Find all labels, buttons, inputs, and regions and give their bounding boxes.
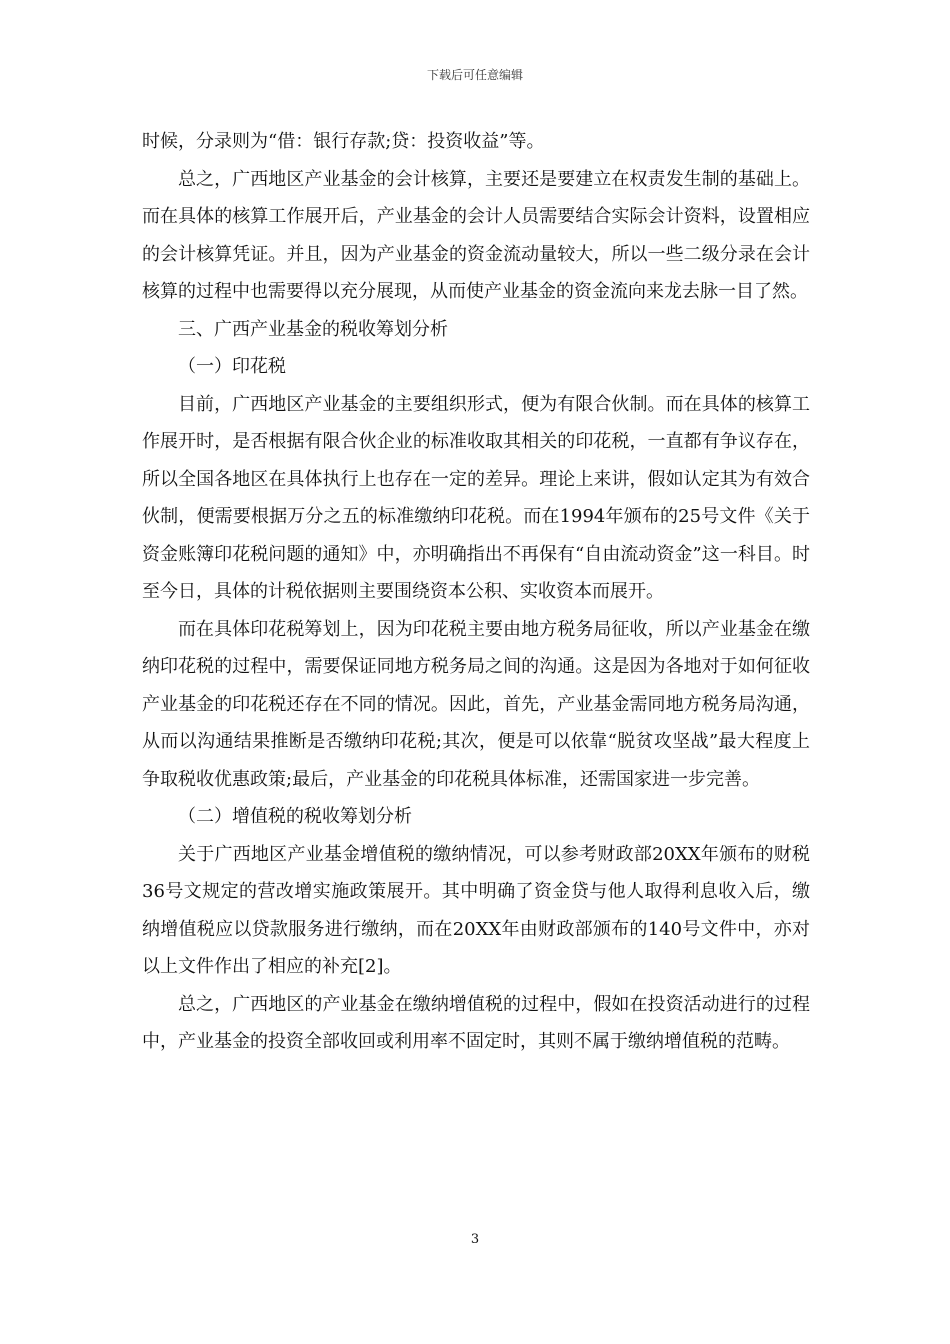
paragraph-stamp-tax-planning: 而在具体印花税筹划上，因为印花税主要由地方税务局征收，所以产业基金在缴纳印花税的过程中，需要保证同地方税务局之间的沟通。这是因为各地对于如何征收产业基金的印花税还存在不同的情况。因此，首先，产业基金需同地方税务局沟通，从而以沟通结果推断是否缴纳印花税;其次，便是可以依靠“脱贫攻坚战”最大程度上争取税收优惠政策;最后，产业基金的印花税具体标准，还需国家进一步完善。 [142,618,810,790]
section-heading-tax-planning: 三、广西产业基金的税收筹划分析 [178,318,448,340]
paragraph-stamp-tax-current: 目前，广西地区产业基金的主要组织形式，便为有限合伙制。而在具体的核算工作展开时，是否根据有限合伙企业的标准收取其相关的印花税，一直都有争议存在，所以全国各地区在具体执行上也存在一定的差异。理论上来讲，假如认定其为有效合伙制，便需要根据万分之五的标准缴纳印花税。而在1994年颁布的25号文件《关于资金账簿印花税问题的通知》中，亦明确指出不再保有“自由流动资金”这一科目。时至今日，具体的计税依据则主要围绕资本公积、实收资本而展开。 [142,393,810,602]
header-note: 下载后可任意编辑 [426,68,523,82]
paragraph-vat-summary: 总之，广西地区的产业基金在缴纳增值税的过程中，假如在投资活动进行的过程中，产业基金的投资全部收回或利用率不固定时，其则不属于缴纳增值税的范畴。 [142,993,810,1052]
paragraph-accounting-summary: 总之，广西地区产业基金的会计核算，主要还是要建立在权责发生制的基础上。而在具体的核算工作展开后，产业基金的会计人员需要结合实际会计资料，设置相应的会计核算凭证。并且，因为产业基金的资金流动量较大，所以一些二级分录在会计核算的过程中也需要得以充分展现，从而使产业基金的资金流向来龙去脉一目了然。 [142,168,810,302]
page-number: 3 [470,1232,480,1247]
subsection-heading-vat: （二）增值税的税收筹划分析 [178,806,412,827]
paragraph-continuation: 时候，分录则为“借：银行存款;贷：投资收益”等。 [142,131,545,152]
subsection-heading-stamp-tax: （一）印花税 [178,356,286,377]
paragraph-vat-policy: 关于广西地区产业基金增值税的缴纳情况，可以参考财政部20XX年颁布的财税36号文规定的营改增实施政策展开。其中明确了资金贷与他人取得利息收入后，缴纳增值税应以贷款服务进行缴纳，而在20XX年由财政部颁布的140号文件中，亦对以上文件作出了相应的补充[2]。 [142,843,810,977]
body-text [142,123,810,1061]
